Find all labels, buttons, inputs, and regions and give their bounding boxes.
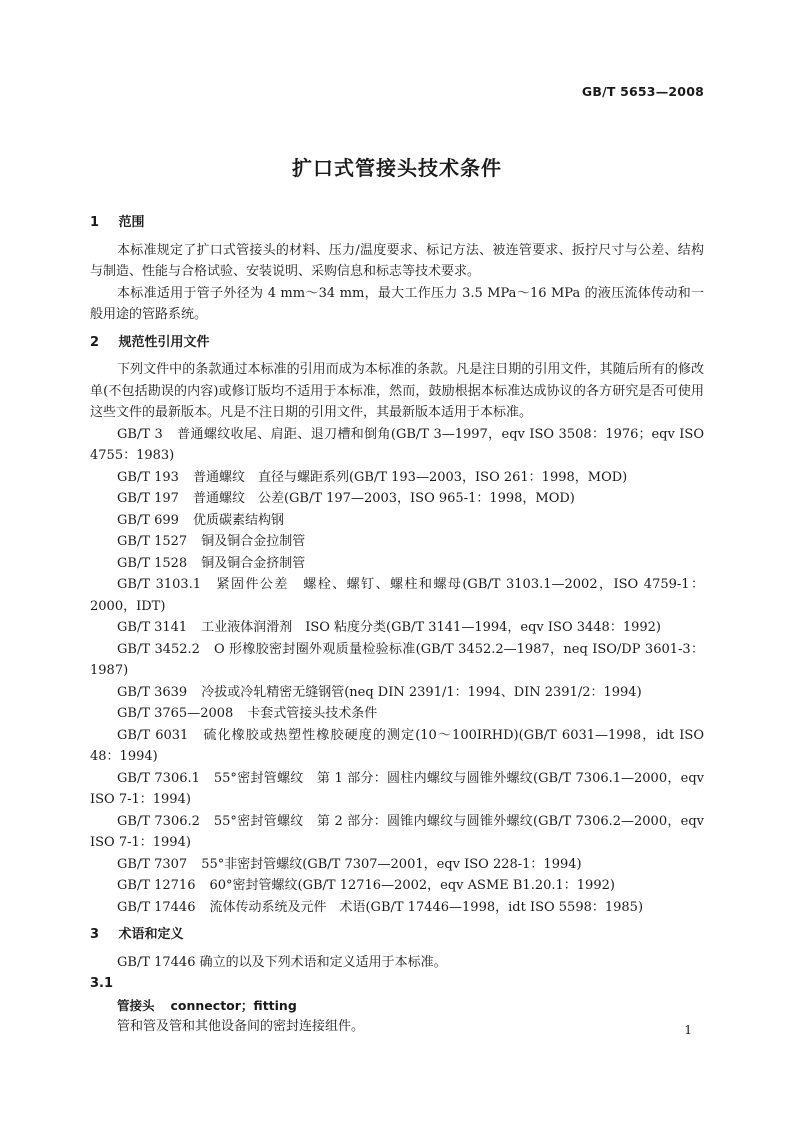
section-title: 规范性引用文件 <box>118 334 210 350</box>
reference-code: GB/T 7306.1 <box>117 770 200 786</box>
reference-code: GB/T 193 <box>117 469 179 485</box>
reference-text: 普通螺纹 公差(GB/T 197—2003，ISO 965-1：1998，MOD) <box>192 491 575 506</box>
term-definition: 管和管及管和其他设备间的密封连接组件。 <box>117 1019 365 1034</box>
reference-item <box>90 725 704 768</box>
reference-item <box>90 682 704 704</box>
reference-text: 冷拔或冷轧精密无缝钢管(neq DIN 2391/1：1994、DIN 2391/2：1994) <box>201 684 642 700</box>
reference-text: 紧固件公差 螺栓、螺钉、螺柱和螺母(GB/T 3103.1—2002，ISO 4759-1：2000，IDT) <box>90 577 705 614</box>
section-title: 范围 <box>118 215 145 230</box>
reference-code: GB/T 1528 <box>117 555 188 571</box>
reference-item <box>90 703 704 725</box>
term-english: connector；fitting <box>170 997 297 1013</box>
reference-code: GB/T 3452.2 <box>117 641 200 657</box>
reference-item <box>90 424 704 467</box>
section-3-heading <box>90 924 704 946</box>
section-2-heading <box>90 332 704 354</box>
reference-item <box>90 553 704 575</box>
paragraph: 本标准适用于管子外径为 4 mm～34 mm，最大工作压力 3.5 MPa～16 MPa 的液压流体传动和一般用途的管路系统。 <box>90 285 704 322</box>
reference-text: 55°非密封管螺纹(GB/T 7307—2001，eqv ISO 228-1：1994) <box>201 856 582 872</box>
section-title: 术语和定义 <box>118 927 184 942</box>
reference-code: GB/T 3103.1 <box>117 577 202 592</box>
reference-text: 铜及铜合金拉制管 <box>201 534 306 549</box>
reference-item <box>90 875 704 897</box>
reference-item <box>90 488 704 510</box>
reference-code: GB/T 197 <box>117 491 179 506</box>
reference-code: GB/T 17446 <box>117 899 196 915</box>
paragraph: GB/T 17446 确立的以及下列术语和定义适用于本标准。 <box>117 954 447 970</box>
reference-item <box>90 768 704 811</box>
page-number: 1 <box>684 1023 692 1037</box>
reference-item <box>90 617 704 639</box>
reference-text: 普通螺纹 直径与螺距系列(GB/T 193—2003，ISO 261：1998，MOD) <box>192 469 628 485</box>
reference-item <box>90 897 704 919</box>
reference-item <box>90 467 704 489</box>
reference-text: 卡套式管接头技术条件 <box>247 706 378 721</box>
term-entry <box>90 995 704 1017</box>
reference-code: GB/T 3639 <box>117 684 188 700</box>
reference-text: 60°密封管螺纹(GB/T 12716—2002，eqv ASME B1.20.1：1992) <box>209 878 615 893</box>
reference-item <box>90 854 704 876</box>
reference-text: O 形橡胶密封圈外观质量检验标准(GB/T 3452.2—1987，neq ISO/DP 3601-3：1987) <box>90 641 705 678</box>
reference-code: GB/T 3141 <box>117 620 188 635</box>
reference-text: 优质碳素结构钢 <box>192 512 284 528</box>
reference-text: 普通螺纹收尾、肩距、退刀槽和倒角(GB/T 3—1997，eqv ISO 3508：1976；eqv ISO 4755：1983) <box>90 426 704 463</box>
reference-item <box>90 510 704 532</box>
reference-text: 硫化橡胶或热塑性橡胶硬度的测定(10～100IRHD)(GB/T 6031—1998，idt ISO 48：1994) <box>90 727 704 764</box>
section-number: 3 <box>90 927 100 942</box>
reference-code: GB/T 1527 <box>117 534 188 549</box>
section-number: 2 <box>90 334 100 350</box>
reference-item <box>90 574 704 617</box>
reference-item <box>90 639 704 682</box>
reference-code: GB/T 3 <box>117 426 163 442</box>
reference-text: 流体传动系统及元件 术语(GB/T 17446—1998，idt ISO 5598：1985) <box>209 899 644 915</box>
paragraph: 本标准规定了扩口式管接头的材料、压力/温度要求、标记方法、被连管要求、扳拧尺寸与公差、结构与制造、性能与合格试验、安装说明、采购信息和标志等技术要求。 <box>90 242 704 279</box>
reference-code: GB/T 699 <box>117 512 179 528</box>
document-title: 扩口式管接头技术条件 <box>292 156 502 180</box>
reference-text: 工业液体润滑剂 ISO 粘度分类(GB/T 3141—1994，eqv ISO 3448：1992) <box>201 620 661 635</box>
term-chinese: 管接头 <box>117 997 155 1013</box>
reference-text: 55°密封管螺纹 第 2 部分：圆锥内螺纹与圆锥外螺纹(GB/T 7306.2—2000，eqv ISO 7-1：1994) <box>90 813 705 850</box>
reference-code: GB/T 7306.2 <box>117 813 200 829</box>
reference-item <box>90 811 704 854</box>
reference-code: GB/T 6031 <box>117 727 189 743</box>
paragraph: 下列文件中的条款通过本标准的引用而成为本标准的条款。凡是注日期的引用文件，其随后所有的修改单(不包括勘误的内容)或修订版均不适用于本标准，然而，鼓励根据本标准达成协议的各方研究是否可使用这些文件的最新版本。凡是不注日期的引用文件，其最新版本适用于本标准。 <box>90 362 704 420</box>
reference-text: 55°密封管螺纹 第 1 部分：圆柱内螺纹与圆锥外螺纹(GB/T 7306.1—2000，eqv ISO 7-1：1994) <box>90 770 705 807</box>
reference-code: GB/T 3765—2008 <box>117 706 234 721</box>
standard-code: GB/T 5653—2008 <box>581 84 704 99</box>
reference-code: GB/T 7307 <box>117 856 188 872</box>
reference-code: GB/T 12716 <box>117 878 196 893</box>
term-number: 3.1 <box>90 976 114 991</box>
reference-item <box>90 531 704 553</box>
section-number: 1 <box>90 215 100 230</box>
reference-text: 铜及铜合金挤制管 <box>201 555 306 571</box>
section-1-heading <box>90 212 704 234</box>
document-body <box>90 212 704 1038</box>
